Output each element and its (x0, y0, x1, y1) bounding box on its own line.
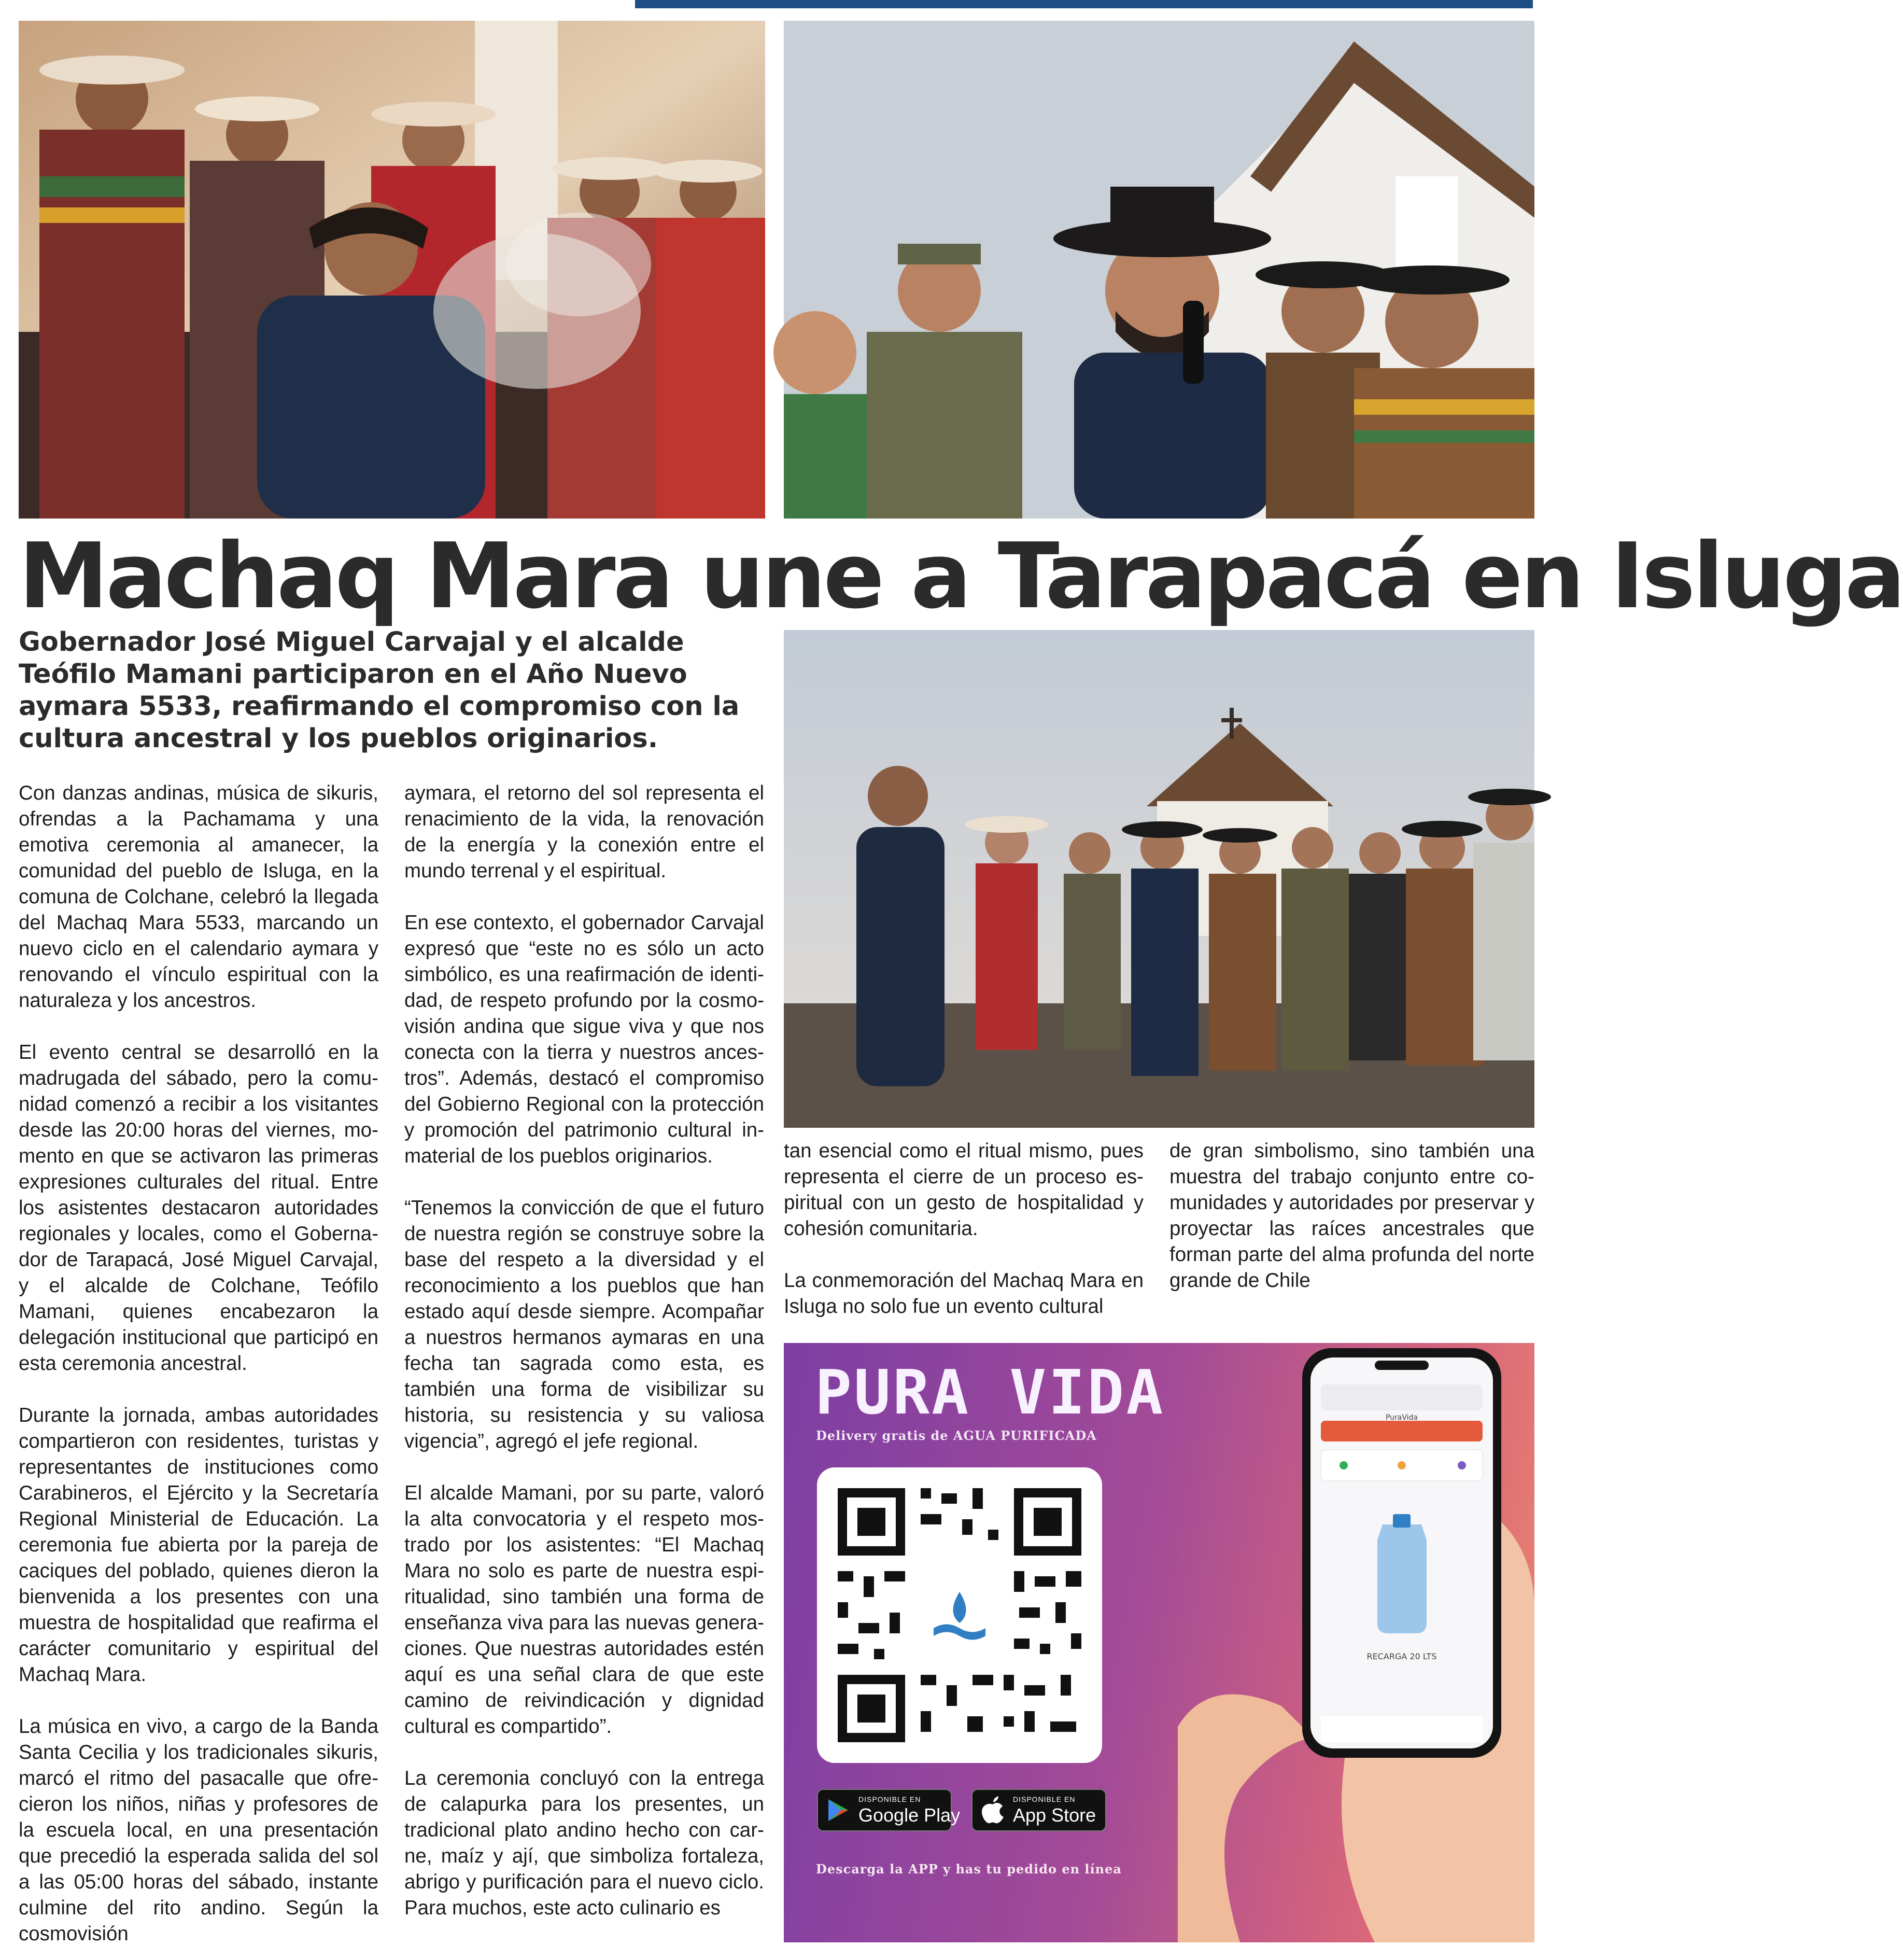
deck-subheadline: Gobernador José Miguel Carvajal y el alcalde Teófilo Mamani participaron en el Año Nuevo aymara 5533, reafirmando el compromiso con la cultura ancestral y los pueblos originarios. (19, 627, 740, 754)
google-play-caption: DISPONIBLE EN (858, 1795, 921, 1803)
article-column-3 (784, 1138, 1144, 1320)
article-column-1 (19, 780, 378, 1947)
article-column-4 (1169, 1138, 1534, 1294)
photo-group-at-church (784, 630, 1534, 1128)
ad-pura-vida (784, 1343, 1534, 1942)
google-play-icon (825, 1797, 851, 1823)
phone-brand: PuraVida (1385, 1413, 1418, 1422)
google-play-button[interactable] (817, 1789, 961, 1831)
photo-ceremony-offering (19, 21, 765, 519)
paragraph: El alcalde Mamani, por su parte, valoró la alta convocatoria y el respeto mostrado por los asistentes: “El Machaq Mara no solo es parte de nuestra espiritualidad, sino también una forma de enseñanza viva para las nuevas generaciones. Que nuestras autoridades estén aquí es una señal clara de que este camino de reivindicación y dignidad cultural es compartido”. (404, 1482, 764, 1738)
ad-title: PURA VIDA (815, 1356, 1165, 1428)
google-play-label: Google Play (858, 1804, 961, 1826)
ad-subtitle: Delivery gratis de AGUA PURIFICADA (816, 1428, 1097, 1443)
article-column-2 (404, 780, 764, 1921)
apple-icon (981, 1796, 1005, 1824)
phone-product-label: RECARGA 20 LTS (1366, 1651, 1437, 1661)
paragraph: La conmemoración del Machaq Mara en Isluga no solo fue un evento cultural (784, 1269, 1144, 1318)
paragraph: de gran simbolismo, sino también una muestra del trabajo conjunto entre comunidades y autoridades por preservar y proyectar las raíces ancestrales que forman parte del alma profunda del norte grande de Chile (1169, 1140, 1534, 1292)
paragraph: En ese contexto, el gobernador Carvajal expresó que “este no es sólo un acto simbólico, es una reafirmación de identidad, de respeto profundo por la cosmovisión andina que sigue viva y que nos conecta con la tierra y nuestros ancestros”. Además, destacó el compromiso del Gobierno Regional con la protección y promoción del patrimonio cultural inmaterial de los pueblos originarios. (404, 912, 764, 1167)
headline: Machaq Mara une a Tarapacá en Isluga (19, 524, 1903, 629)
paragraph: tan esencial como el ritual mismo, pues representa el cierre de un proceso espiritual con un gesto de hospitalidad y cohesión comunitaria. (784, 1140, 1144, 1240)
app-store-label: App Store (1013, 1804, 1096, 1826)
phone-in-hand-illustration (1178, 1343, 1534, 1942)
paragraph: Durante la jornada, ambas autoridades compartieron con residentes, turistas y representantes de instituciones como Carabineros, el Ejército y la Secretaría Regional Ministerial de Educación. La ceremonia fue abierta por la pareja de caciques del poblado, quienes dieron la bienvenida a los presentes con una muestra de hospitalidad que reafirma el carácter comunitario y espiritual del Machaq Mara. (19, 1404, 378, 1686)
paragraph: Con danzas andinas, música de sikuris, ofrendas a la Pachamama y una emotiva ceremonia al amanecer, la comunidad del pueblo de Isluga, en la comuna de Colchane, celebró la llegada del Machaq Mara 5533, marcando un nuevo ciclo en el calendario aymara y renovando el vínculo espiritual con la naturaleza y los ancestros. (19, 782, 378, 1012)
qr-code[interactable] (817, 1467, 1102, 1763)
paragraph: La ceremonia concluyó con la entrega de calapurka para los presentes, un tradicional plato andino hecho con carne, maíz y ají, que simboliza fortaleza, abrigo y purificación para el nuevo ciclo. Para muchos, este acto culinario es (404, 1767, 764, 1919)
app-store-caption: DISPONIBLE EN (1013, 1795, 1076, 1803)
top-accent-bar (635, 0, 1533, 8)
paragraph: “Tenemos la convicción de que el futuro de nuestra región se construye sobre la base del respeto a la diversidad y el reconocimiento a los pueblos que han estado aquí desde siempre. Acompañar a nuestros hermanos aymaras en una fecha tan sagrada como esta, es también una forma de visibilizar su historia, su resistencia y su valiosa vigencia”, agregó el jefe regional. (404, 1197, 764, 1452)
paragraph: aymara, el retorno del sol representa el renacimiento de la vida, la renovación de la energía y la conexión entre el mundo terrenal y el espiritual. (404, 782, 764, 882)
paragraph: El evento central se desarrolló en la madrugada del sábado, pero la comunidad comenzó a recibir a los visitantes desde las 20:00 horas del viernes, momento en que se activaron las primeras expresiones culturales del ritual. Entre los asistentes destacaron autoridades regionales y locales, como el Gobernador de Tarapacá, José Miguel Carvajal, y el alcalde de Colchane, Teófilo Mamani, quienes encabezaron la delegación institucional que participó en esta ceremonia ancestral. (19, 1041, 378, 1375)
photo-governor-speaking (784, 21, 1534, 519)
app-store-button[interactable] (971, 1789, 1106, 1831)
paragraph: La música en vivo, a cargo de la Banda Santa Cecilia y los tradicionales sikuris, marcó el ritmo del pasacalle que ofrecieron los niños, niñas y profesores de la escuela local, en una presentación que precedió la esperada salida del sol a las 05:00 horas del sábado, instante culmine del rito andino. Según la cosmovisión (19, 1715, 378, 1945)
ad-footer: Descarga la APP y has tu pedido en línea (816, 1861, 1122, 1877)
